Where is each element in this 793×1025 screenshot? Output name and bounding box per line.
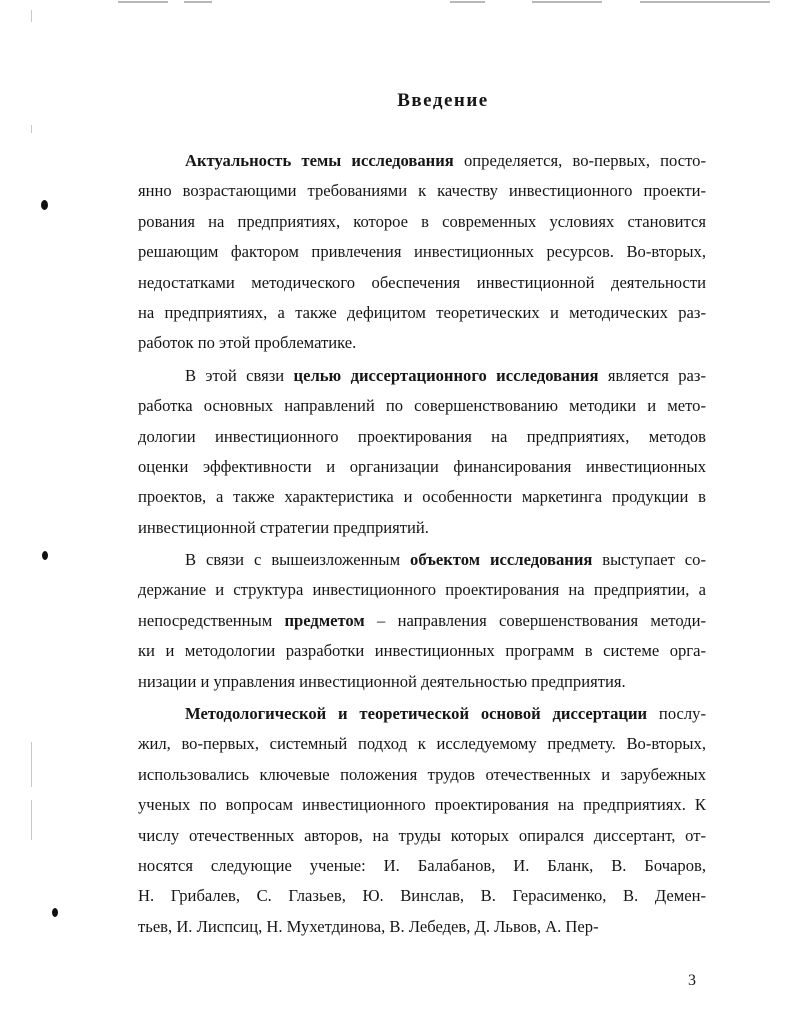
text-segment: В связи с вышеизложенным — [185, 550, 411, 570]
page-title: Введение — [397, 90, 489, 111]
key-term: предметом — [284, 610, 365, 630]
text-segment: янно возрастающими требованиями к качеству инвестиционного проекти- — [138, 181, 706, 201]
text-line — [138, 513, 706, 543]
text-segment: жил, во-первых, системный подход к исследуемому предмету. Во-вторых, — [138, 734, 706, 754]
scan-artifact-line — [640, 1, 770, 3]
text-segment: инвестиционной стратегии предприятий. — [138, 517, 429, 537]
text-segment: тьев, И. Лиспсиц, Н. Мухетдинова, В. Лебедев, Д. Львов, А. Пер- — [138, 916, 599, 936]
text-segment: – направления совершенствования методи- — [364, 610, 706, 630]
binder-hole-mark — [42, 551, 48, 560]
text-line — [138, 268, 706, 298]
scan-artifact-line — [450, 1, 485, 3]
text-line — [138, 699, 706, 729]
text-line — [138, 422, 706, 452]
text-line — [138, 361, 706, 391]
text-line — [138, 790, 706, 820]
text-segment: носятся следующие ученые: И. Балабанов, И. Бланк, В. Бочаров, — [138, 855, 706, 875]
text-segment: ученых по вопросам инвестиционного проектирования на предприятиях. К — [138, 795, 706, 815]
text-segment: является раз- — [598, 365, 706, 385]
text-line — [138, 452, 706, 482]
text-segment: Н. Грибалев, С. Глазьев, Ю. Винслав, В. Герасименко, В. Демен- — [138, 886, 706, 906]
text-line — [138, 606, 706, 636]
key-term: объектом исследования — [410, 550, 593, 570]
text-line — [138, 760, 706, 790]
scan-artifact-line — [532, 1, 602, 3]
key-term: Актуальность темы исследования — [185, 151, 454, 170]
text-segment: числу отечественных авторов, на труды которых опирался диссертант, от- — [138, 825, 706, 845]
scan-artifact-edge — [31, 742, 32, 787]
text-segment: на предприятиях, а также дефицитом теоретических и методических раз- — [138, 302, 706, 322]
text-line — [138, 851, 706, 881]
text-segment: послу- — [647, 704, 706, 724]
text-line — [138, 391, 706, 421]
text-segment: работка основных направлений по совершенствованию методики и мето- — [138, 396, 706, 416]
text-segment: непосредственным — [138, 610, 285, 630]
text-segment: оценки эффективности и организации финансирования инвестиционных — [138, 456, 706, 476]
text-segment: ки и методологии разработки инвестиционных программ в системе орга- — [138, 641, 706, 661]
binder-hole-mark — [52, 908, 58, 917]
scan-artifact-edge — [31, 125, 32, 133]
text-line — [138, 237, 706, 267]
text-line — [138, 176, 706, 206]
scan-artifact-edge — [31, 10, 32, 22]
scan-artifact-line — [184, 1, 212, 3]
text-line — [138, 575, 706, 605]
scan-artifact-line — [118, 1, 168, 3]
text-segment: проектов, а также характеристика и особенности маркетинга продукции в — [138, 487, 706, 507]
text-line — [138, 636, 706, 666]
text-segment: низации и управления инвестиционной деятельностью предприятия. — [138, 671, 626, 691]
text-segment: дологии инвестиционного проектирования на предприятиях, методов — [138, 426, 706, 446]
text-segment: решающим фактором привлечения инвестиционных ресурсов. Во-вторых, — [138, 242, 706, 262]
key-term: Методологической и теоретической основой диссертации — [185, 704, 648, 724]
text-segment: держание и структура инвестиционного проектирования на предприятии, а — [138, 580, 706, 600]
text-line — [138, 482, 706, 512]
text-line — [138, 146, 706, 176]
text-segment: использовались ключевые положения трудов отечественных и зарубежных — [138, 764, 706, 784]
text-line — [138, 912, 706, 942]
text-segment: работок по этой проблематике. — [138, 333, 357, 353]
body-text — [138, 146, 706, 944]
key-term: целью диссертационного исследования — [293, 365, 599, 385]
text-line — [138, 667, 706, 697]
text-line — [138, 821, 706, 851]
text-line — [138, 298, 706, 328]
text-segment: В этой связи — [185, 365, 294, 385]
text-segment: определяется, во-первых, посто- — [453, 151, 706, 170]
binder-hole-mark — [41, 200, 48, 210]
text-line — [138, 881, 706, 911]
text-segment: рования на предприятиях, которое в современных условиях становится — [138, 211, 706, 231]
scan-artifact-edge — [31, 800, 32, 840]
text-segment: выступает со- — [592, 550, 706, 570]
page-number: 3 — [688, 972, 696, 989]
text-line — [138, 207, 706, 237]
text-line — [138, 328, 706, 358]
text-segment: недостатками методического обеспечения инвестиционной деятельности — [138, 272, 706, 292]
text-line — [138, 729, 706, 759]
text-line — [138, 545, 706, 575]
